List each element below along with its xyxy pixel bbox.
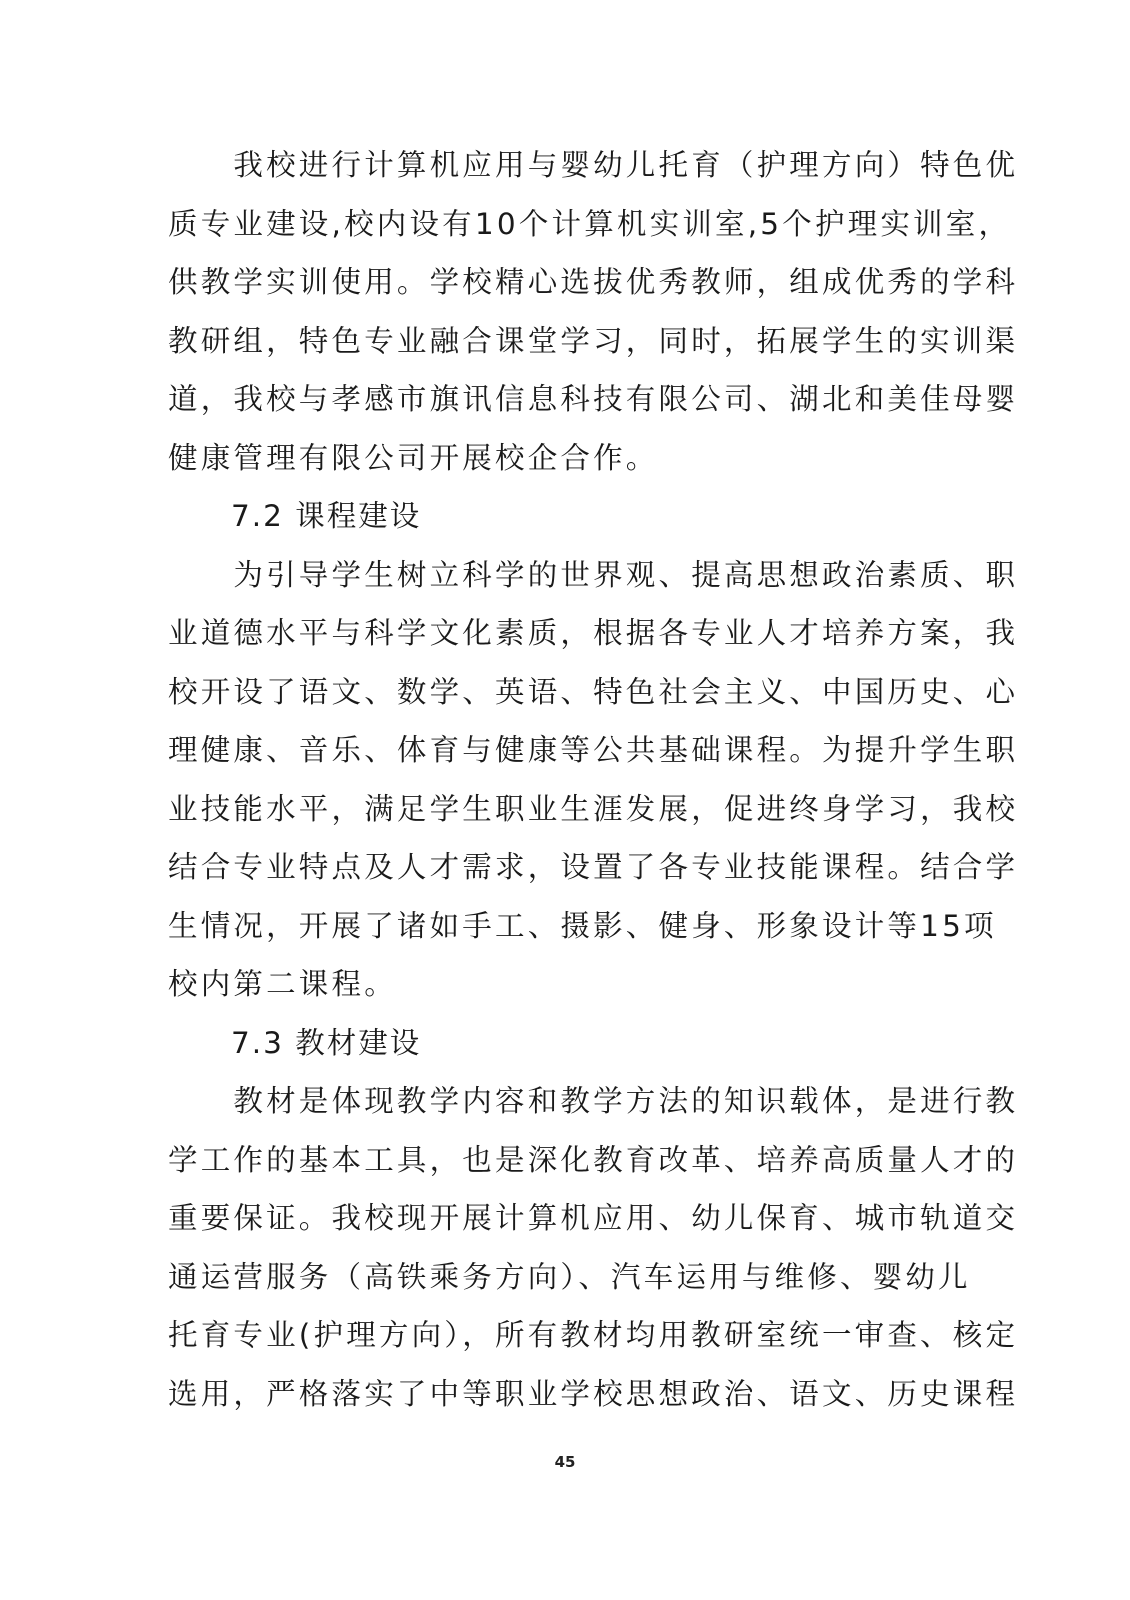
text-line: 生情况，开展了诸如手工、摄影、健身、形象设计等15项: [168, 908, 997, 943]
text-line: 业道德水平与科学文化素质，根据各专业人才培养方案，我: [168, 616, 1019, 650]
text-line: 健康管理有限公司开展校企合作。: [168, 440, 659, 475]
text-line: 重要保证。我校现开展计算机应用、幼儿保育、城市轨道交: [168, 1201, 1019, 1235]
text-line: 托育专业(护理方向），所有教材均用教研室统一审查、核定: [168, 1318, 1019, 1352]
text-line: 选用，严格落实了中等职业学校思想政治、语文、历史课程: [168, 1376, 1019, 1411]
text-line: 通运营服务（高铁乘务方向）、汽车运用与维修、婴幼儿: [168, 1259, 971, 1294]
text-line: 教材是体现教学内容和教学方法的知识载体，是进行教: [168, 1084, 1019, 1118]
text-line: 结合专业特点及人才需求，设置了各专业技能课程。结合学: [168, 850, 1019, 884]
text-line: 业技能水平，满足学生职业生涯发展，促进终身学习，我校: [168, 791, 1019, 826]
text-line: 道，我校与孝感市旗讯信息科技有限公司、湖北和美佳母婴: [168, 382, 1019, 416]
section-heading-7-3: 7.3 教材建设: [168, 1025, 422, 1060]
text-line: 我校进行计算机应用与婴幼儿托育（护理方向）特色优: [168, 148, 1019, 182]
page-number: 45: [554, 1453, 576, 1471]
text-line: 理健康、音乐、体育与健康等公共基础课程。为提升学生职: [168, 733, 1019, 767]
section-heading-7-2: 7.2 课程建设: [168, 499, 422, 533]
text-line: 教研组，特色专业融合课堂学习，同时，拓展学生的实训渠: [168, 323, 1019, 358]
text-line: 学工作的基本工具，也是深化教育改革、培养高质量人才的: [168, 1142, 1019, 1177]
text-line: 校开设了语文、数学、英语、特色社会主义、中国历史、心: [168, 674, 1019, 709]
body-text: [168, 136, 1019, 1423]
text-line: 质专业建设,校内设有10个计算机实训室,5个护理实训室，: [168, 206, 1012, 241]
text-line: 校内第二课程。: [168, 967, 397, 1001]
text-line: 供教学实训使用。学校精心选拔优秀教师，组成优秀的学科: [168, 265, 1019, 299]
text-line: 为引导学生树立科学的世界观、提高思想政治素质、职: [168, 557, 1019, 592]
